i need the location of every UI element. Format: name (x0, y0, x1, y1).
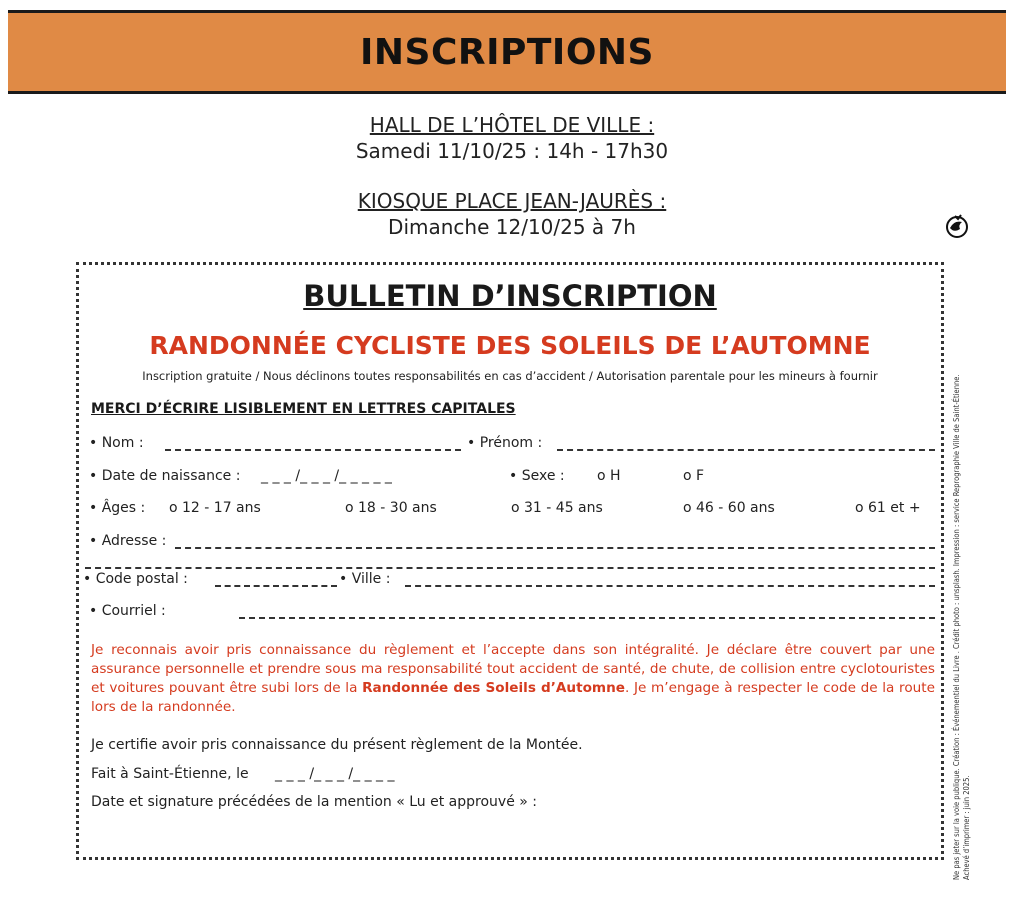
venue-hall-title: HALL DE L’HÔTEL DE VILLE : (369, 113, 655, 137)
age-option-61-plus[interactable]: o 61 et + (855, 500, 921, 516)
venue-kiosque-date: Dimanche 12/10/25 à 7h (388, 215, 636, 239)
sexe-option-f[interactable]: o F (683, 468, 705, 484)
instruction-text: MERCI D’ÉCRIRE LISIBLEMENT EN LETTRES CAPITALES (91, 401, 516, 417)
age-option-46-60[interactable]: o 46 - 60 ans (683, 500, 775, 516)
courriel-field[interactable] (239, 605, 935, 619)
certify-text: Je certifie avoir pris connaissance du présent règlement de la Montée. (91, 737, 583, 753)
page-title: INSCRIPTIONS (360, 31, 654, 73)
sexe-label: • Sexe : (509, 468, 565, 484)
ville-field[interactable] (405, 573, 935, 587)
legal-line1: Ne pas jeter sur la voie publique. Création : Événementiel du Livre . Crédit photo : unsplash. Impression : service Reprographie Ville de Saint-Étienne. (952, 374, 961, 880)
age-option-12-17[interactable]: o 12 - 17 ans (169, 500, 261, 516)
venue-hall (0, 112, 1024, 164)
form-title: BULLETIN D’INSCRIPTION (303, 279, 717, 313)
courriel-label: • Courriel : (89, 603, 166, 619)
prenom-label: • Prénom : (467, 435, 543, 451)
declaration-part1: Je reconnais avoir pris connaissance du règlement et l’accepte dans son intégralité. Je déclare être couvert par une assurance personnelle et prendre sous ma responsabilité tout accident de santé, de chute, de collision entre cyclotouristes et voitures pouvant être subi lors de la (91, 642, 935, 696)
adresse-field-line2[interactable] (85, 555, 935, 569)
adresse-label: • Adresse : (89, 533, 167, 549)
code-postal-field[interactable] (215, 573, 337, 587)
fait-a-label: Fait à Saint-Étienne, le (91, 766, 249, 782)
event-title: RANDONNÉE CYCLISTE DES SOLEILS DE L’AUTOMNE (149, 331, 871, 360)
nom-field[interactable] (165, 437, 461, 451)
code-postal-label: • Code postal : (83, 571, 188, 587)
header-banner (8, 10, 1006, 94)
legal-line2: Achevé d’imprimer : juin 2025. (962, 775, 971, 880)
venue-hall-date: Samedi 11/10/25 : 14h - 17h30 (355, 139, 669, 163)
adresse-field-line1[interactable] (175, 535, 935, 549)
city-logo-icon (944, 213, 970, 239)
nom-label: • Nom : (89, 435, 144, 451)
age-option-18-30[interactable]: o 18 - 30 ans (345, 500, 437, 516)
registration-form (76, 262, 944, 860)
fait-date-field[interactable]: _ _ _ /_ _ _ /_ _ _ _ (275, 766, 395, 782)
declaration-part2: . Je m’engage à respecter le code de la route lors de la randonnée. (91, 680, 935, 715)
birthdate-label: • Date de naissance : (89, 468, 241, 484)
disclaimer-text: Inscription gratuite / Nous déclinons toutes responsabilités en cas d’accident / Autorisation parentale pour les mineurs à fournir (142, 369, 878, 383)
sexe-option-h[interactable]: o H (597, 468, 621, 484)
age-option-31-45[interactable]: o 31 - 45 ans (511, 500, 603, 516)
legal-side-note (952, 280, 972, 880)
declaration-event-name: Randonnée des Soleils d’Automne (362, 680, 625, 696)
declaration-text (91, 641, 935, 717)
birthdate-field[interactable]: _ _ _ /_ _ _ /_ _ _ _ _ (261, 468, 392, 484)
signature-label: Date et signature précédées de la mention « Lu et approuvé » : (91, 794, 538, 810)
prenom-field[interactable] (557, 437, 935, 451)
ages-label: • Âges : (89, 500, 146, 516)
venue-kiosque (0, 188, 1024, 240)
ville-label: • Ville : (339, 571, 391, 587)
venue-kiosque-title: KIOSQUE PLACE JEAN-JAURÈS : (357, 189, 667, 213)
